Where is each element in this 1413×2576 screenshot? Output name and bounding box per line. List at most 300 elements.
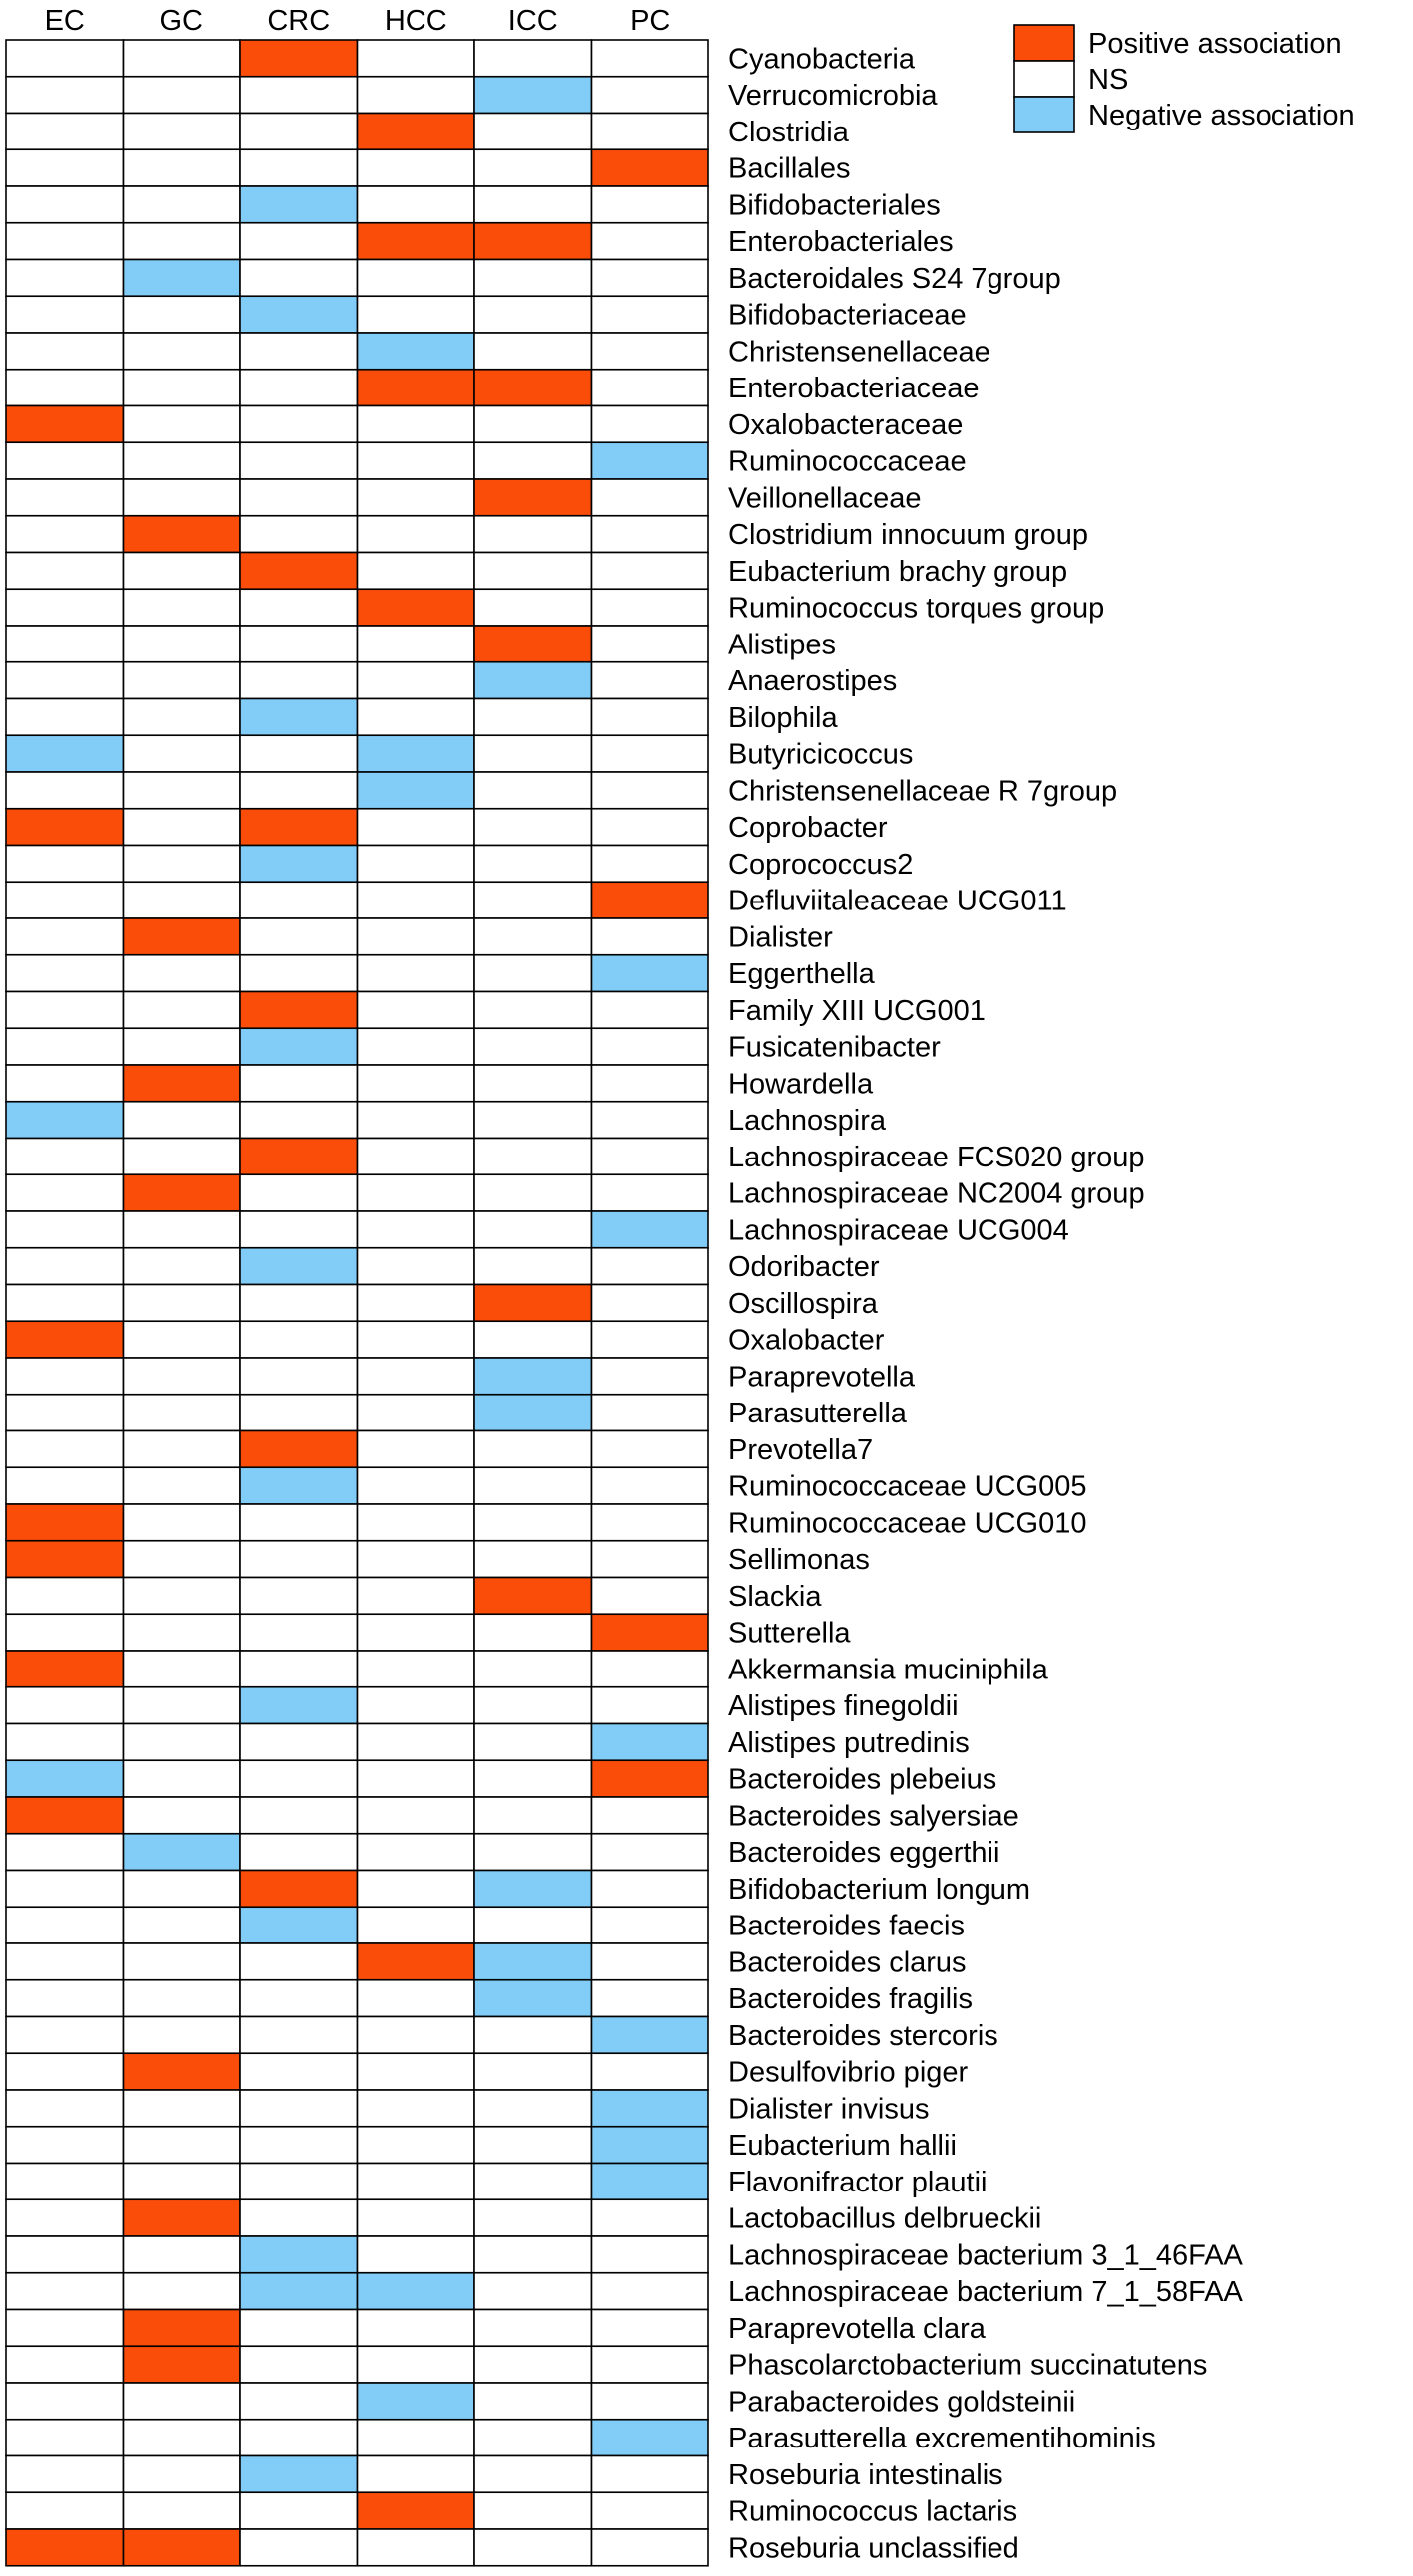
heatmap-cell <box>240 1614 358 1651</box>
heatmap-cell <box>124 1174 241 1211</box>
heatmap-cell <box>124 1139 241 1175</box>
row-label: Oxalobacteraceae <box>728 408 964 441</box>
heatmap-cell <box>6 1651 124 1687</box>
heatmap-cell <box>6 882 124 918</box>
heatmap-cell <box>358 553 475 590</box>
heatmap-cell <box>124 1248 241 1285</box>
heatmap-cell <box>592 2053 709 2090</box>
heatmap-cell <box>124 1760 241 1797</box>
row-label: Cyanobacteria <box>728 43 915 76</box>
heatmap-cell <box>358 918 475 955</box>
heatmap-cell <box>6 2420 124 2456</box>
row-label: Bacteroidales S24 7group <box>728 262 1061 295</box>
row-label: Paraprevotella clara <box>728 2312 986 2345</box>
heatmap-cell <box>474 2053 592 2090</box>
heatmap-cell <box>358 2236 475 2273</box>
row-label: Coprococcus2 <box>728 848 914 881</box>
heatmap-cell <box>592 846 709 883</box>
heatmap-cell <box>240 1943 358 1980</box>
heatmap-cell <box>6 1102 124 1139</box>
heatmap-cell <box>6 186 124 223</box>
heatmap-cell <box>124 2090 241 2127</box>
heatmap-cell <box>474 2310 592 2347</box>
heatmap-cell <box>124 2053 241 2090</box>
heatmap-cell <box>240 1028 358 1065</box>
heatmap-cell <box>240 662 358 699</box>
heatmap-cell <box>592 1797 709 1834</box>
heatmap-cell <box>6 735 124 772</box>
row-label: Enterobacteriales <box>728 226 954 259</box>
heatmap-cell <box>474 1395 592 1431</box>
heatmap-cell <box>240 2236 358 2273</box>
heatmap-cell <box>124 1614 241 1651</box>
row-label: Lachnospiraceae UCG004 <box>728 1214 1069 1247</box>
heatmap-cell <box>240 2346 358 2383</box>
heatmap-cell <box>124 918 241 955</box>
heatmap-cell <box>358 2164 475 2200</box>
heatmap-cell <box>124 626 241 662</box>
row-label: Parasutterella <box>728 1398 907 1430</box>
heatmap-cell <box>6 114 124 150</box>
row-label: Bilophila <box>728 701 838 734</box>
heatmap-cell <box>240 2127 358 2164</box>
heatmap-cell <box>592 223 709 260</box>
heatmap-cell <box>240 370 358 406</box>
row-labels <box>728 43 1244 2564</box>
heatmap-cell <box>474 1028 592 1065</box>
heatmap-cell <box>474 1358 592 1395</box>
heatmap-cell <box>240 1467 358 1504</box>
heatmap-cell <box>358 1834 475 1871</box>
heatmap-cell <box>592 772 709 809</box>
heatmap-cell <box>240 553 358 590</box>
heatmap-cell <box>240 333 358 370</box>
heatmap-cell <box>474 406 592 443</box>
heatmap-cell <box>6 223 124 260</box>
heatmap-cell <box>240 772 358 809</box>
heatmap-cell <box>592 2420 709 2456</box>
heatmap-cell <box>124 2199 241 2236</box>
heatmap-cell <box>6 772 124 809</box>
row-label: Bacteroides salyersiae <box>728 1800 1019 1833</box>
heatmap-cell <box>358 1504 475 1541</box>
heatmap-cell <box>6 333 124 370</box>
heatmap-cell <box>592 1907 709 1943</box>
heatmap-cell <box>240 699 358 736</box>
heatmap-cell <box>240 2199 358 2236</box>
heatmap-cell <box>592 809 709 846</box>
heatmap-cell <box>358 1578 475 1615</box>
heatmap-cell <box>592 114 709 150</box>
heatmap-cell <box>474 2492 592 2529</box>
heatmap-cell <box>592 1614 709 1651</box>
heatmap-cell <box>240 1102 358 1139</box>
heatmap-cell <box>592 2090 709 2127</box>
heatmap-cell <box>358 1028 475 1065</box>
column-header-gc: GC <box>159 5 203 37</box>
heatmap-cell <box>240 1321 358 1358</box>
heatmap-cell <box>124 2456 241 2493</box>
heatmap-cell <box>240 1834 358 1871</box>
row-label: Eubacterium hallii <box>728 2130 957 2163</box>
heatmap-cell <box>358 516 475 553</box>
heatmap-cell <box>124 2420 241 2456</box>
heatmap-cell <box>358 662 475 699</box>
row-label: Christensenellaceae R 7group <box>728 775 1118 808</box>
heatmap-cell <box>358 1321 475 1358</box>
heatmap-cell <box>592 1248 709 1285</box>
heatmap-cell <box>474 1065 592 1102</box>
heatmap-cell <box>474 1541 592 1578</box>
heatmap-cell <box>592 589 709 626</box>
heatmap-cell <box>358 1541 475 1578</box>
row-label: Bacteroides eggerthii <box>728 1837 1000 1870</box>
heatmap-cell <box>124 553 241 590</box>
heatmap-cell <box>358 2199 475 2236</box>
row-label: Butyricicoccus <box>728 738 914 771</box>
heatmap-cell <box>358 882 475 918</box>
heatmap-cell <box>358 370 475 406</box>
heatmap-cell <box>358 809 475 846</box>
heatmap-cell <box>358 479 475 516</box>
row-label: Coprobacter <box>728 812 888 845</box>
heatmap-cell <box>240 2017 358 2054</box>
heatmap-cell <box>592 479 709 516</box>
heatmap-cell <box>6 1139 124 1175</box>
heatmap-cell <box>240 955 358 992</box>
heatmap-cell <box>358 992 475 1029</box>
heatmap-cell <box>592 2346 709 2383</box>
legend-label: Negative association <box>1088 100 1355 131</box>
heatmap-cell <box>358 2492 475 2529</box>
heatmap-cell <box>474 1614 592 1651</box>
heatmap-cell <box>358 699 475 736</box>
heatmap-cell <box>124 846 241 883</box>
heatmap-cell <box>6 1797 124 1834</box>
row-label: Clostridia <box>728 116 849 148</box>
row-label: Christensenellaceae <box>728 336 990 369</box>
heatmap-cell <box>358 735 475 772</box>
heatmap-cell <box>124 2310 241 2347</box>
heatmap-cell <box>592 662 709 699</box>
heatmap-cell <box>124 260 241 297</box>
row-label: Bifidobacteriaceae <box>728 299 967 332</box>
heatmap-cell <box>240 296 358 333</box>
row-label: Ruminococcus torques group <box>728 592 1105 625</box>
heatmap-cell <box>358 1248 475 1285</box>
heatmap-cell <box>240 2529 358 2566</box>
heatmap-cell <box>592 1065 709 1102</box>
heatmap-cell <box>592 1980 709 2017</box>
heatmap-cell <box>124 442 241 479</box>
heatmap-cell <box>240 1211 358 1248</box>
heatmap-cell <box>124 1980 241 2017</box>
heatmap-cell <box>592 1504 709 1541</box>
heatmap-cell <box>592 882 709 918</box>
heatmap-cell <box>358 1431 475 1468</box>
heatmap-cell <box>358 1102 475 1139</box>
heatmap-cell <box>474 1431 592 1468</box>
row-label: Sellimonas <box>728 1544 870 1577</box>
heatmap-cell <box>592 1687 709 1724</box>
heatmap-cell <box>474 662 592 699</box>
heatmap-cell <box>474 1174 592 1211</box>
heatmap-cell <box>240 77 358 114</box>
heatmap-cell <box>6 1871 124 1908</box>
heatmap-cell <box>124 699 241 736</box>
row-label: Alistipes putredinis <box>728 1726 970 1759</box>
heatmap-cell <box>474 333 592 370</box>
heatmap-cell <box>124 1834 241 1871</box>
heatmap-cell <box>6 1504 124 1541</box>
heatmap-cell <box>358 2053 475 2090</box>
heatmap-cell <box>474 2199 592 2236</box>
heatmap-cell <box>592 2199 709 2236</box>
heatmap-cell <box>592 1578 709 1615</box>
heatmap-cell <box>592 1028 709 1065</box>
heatmap-cell <box>474 479 592 516</box>
heatmap-cell <box>474 1578 592 1615</box>
heatmap-cell <box>474 40 592 77</box>
row-label: Veillonellaceae <box>728 482 922 515</box>
heatmap-cell <box>592 516 709 553</box>
heatmap-cell <box>6 1834 124 1871</box>
heatmap-cell <box>6 2236 124 2273</box>
column-header-pc: PC <box>630 5 671 37</box>
heatmap-cell <box>592 1431 709 1468</box>
heatmap-cell <box>240 149 358 186</box>
heatmap-cell <box>592 1651 709 1687</box>
heatmap-cell <box>592 260 709 297</box>
heatmap-cell <box>474 626 592 662</box>
heatmap-cell <box>474 2164 592 2200</box>
heatmap-cell <box>592 1834 709 1871</box>
heatmap-cell <box>474 1139 592 1175</box>
row-label: Bifidobacterium longum <box>728 1873 1031 1906</box>
heatmap-cell <box>240 1248 358 1285</box>
row-label: Flavonifractor plautii <box>728 2166 988 2198</box>
heatmap-cell <box>358 846 475 883</box>
heatmap-cell <box>358 2090 475 2127</box>
heatmap-cell <box>592 1541 709 1578</box>
heatmap-cell <box>240 1907 358 1943</box>
row-label: Sutterella <box>728 1617 851 1650</box>
heatmap-cell <box>240 882 358 918</box>
heatmap-cell <box>358 1285 475 1322</box>
heatmap-cell <box>474 260 592 297</box>
heatmap-cell <box>240 1174 358 1211</box>
heatmap-cell <box>124 1102 241 1139</box>
heatmap-cell <box>240 2383 358 2420</box>
heatmap-cell <box>474 186 592 223</box>
heatmap-cell <box>592 406 709 443</box>
heatmap-cell <box>124 1028 241 1065</box>
heatmap-cell <box>474 2529 592 2566</box>
heatmap-cell <box>240 2164 358 2200</box>
heatmap-cell <box>6 1248 124 1285</box>
heatmap-cell <box>240 516 358 553</box>
heatmap-cell <box>6 626 124 662</box>
heatmap-cell <box>124 1541 241 1578</box>
heatmap-cell <box>358 1943 475 1980</box>
heatmap-cell <box>6 260 124 297</box>
heatmap-cell <box>124 2492 241 2529</box>
heatmap-cell <box>474 1651 592 1687</box>
heatmap-cell <box>358 114 475 150</box>
heatmap-cell <box>474 1797 592 1834</box>
row-label: Enterobacteriaceae <box>728 373 980 405</box>
heatmap-cell <box>358 1065 475 1102</box>
column-header-hcc: HCC <box>384 5 447 37</box>
row-label: Odoribacter <box>728 1251 880 1284</box>
heatmap-cell <box>474 992 592 1029</box>
heatmap-cell <box>240 1980 358 2017</box>
heatmap-cell <box>124 662 241 699</box>
heatmap-cell <box>124 1724 241 1761</box>
heatmap-cell <box>592 1395 709 1431</box>
heatmap-cell <box>240 1578 358 1615</box>
row-label: Ruminococcaceae <box>728 445 967 478</box>
heatmap-cell <box>240 2420 358 2456</box>
heatmap-cell <box>6 1174 124 1211</box>
heatmap-cell <box>6 918 124 955</box>
heatmap-cell <box>124 1504 241 1541</box>
heatmap-cell <box>358 1651 475 1687</box>
heatmap-cell <box>358 1467 475 1504</box>
heatmap-cell <box>474 1467 592 1504</box>
heatmap-cell <box>592 1285 709 1322</box>
heatmap-cell <box>592 918 709 955</box>
legend-label: Positive association <box>1088 28 1342 60</box>
heatmap-cell <box>474 442 592 479</box>
heatmap-cell <box>6 2310 124 2347</box>
heatmap-cell <box>124 1907 241 1943</box>
heatmap-cell <box>358 589 475 626</box>
legend-label: NS <box>1088 64 1129 96</box>
row-label: Ruminococcus lactaris <box>728 2495 1018 2528</box>
heatmap-cell <box>124 2127 241 2164</box>
heatmap-cell <box>6 2456 124 2493</box>
heatmap-cell <box>6 370 124 406</box>
heatmap-cell <box>124 1467 241 1504</box>
heatmap-cell <box>358 333 475 370</box>
heatmap-cell <box>358 626 475 662</box>
heatmap-cell <box>358 2529 475 2566</box>
heatmap-cell <box>592 1760 709 1797</box>
heatmap-cell <box>6 442 124 479</box>
heatmap-cell <box>592 1358 709 1395</box>
heatmap-cell <box>474 370 592 406</box>
heatmap-cell <box>6 1321 124 1358</box>
heatmap-cell <box>240 1541 358 1578</box>
legend-swatch <box>1014 25 1074 61</box>
heatmap-cell <box>474 809 592 846</box>
heatmap-cell <box>240 186 358 223</box>
heatmap-cell <box>240 1871 358 1908</box>
heatmap-cell <box>592 296 709 333</box>
column-header-crc: CRC <box>267 5 331 37</box>
heatmap-cell <box>240 2492 358 2529</box>
heatmap-cell <box>474 1285 592 1322</box>
heatmap-cell <box>6 2383 124 2420</box>
heatmap-cell <box>474 1760 592 1797</box>
row-label: Oxalobacter <box>728 1324 885 1357</box>
heatmap-cell <box>240 809 358 846</box>
heatmap-cell <box>474 296 592 333</box>
heatmap-cell <box>6 2053 124 2090</box>
row-label: Bifidobacteriales <box>728 189 941 222</box>
heatmap-cell <box>474 149 592 186</box>
column-header-ec: EC <box>44 5 85 37</box>
heatmap-cell <box>474 1211 592 1248</box>
heatmap-cell <box>240 260 358 297</box>
heatmap-cell <box>124 2164 241 2200</box>
heatmap-cell <box>474 516 592 553</box>
heatmap-cell <box>358 1139 475 1175</box>
row-label: Bacteroides stercoris <box>728 2019 998 2052</box>
heatmap-cell <box>358 1174 475 1211</box>
heatmap-cell <box>124 370 241 406</box>
heatmap-cell <box>124 2529 241 2566</box>
heatmap-cell <box>592 1102 709 1139</box>
heatmap-cell <box>592 553 709 590</box>
heatmap-cell <box>474 2346 592 2383</box>
row-label: Dialister <box>728 921 833 954</box>
row-label: Bacillales <box>728 152 851 185</box>
heatmap-cell <box>6 1467 124 1504</box>
heatmap-cell <box>6 2127 124 2164</box>
heatmap-cell <box>358 1907 475 1943</box>
heatmap-cell <box>6 1211 124 1248</box>
heatmap-cell <box>240 992 358 1029</box>
row-label: Phascolarctobacterium succinatutens <box>728 2349 1208 2382</box>
heatmap-cell <box>240 1065 358 1102</box>
heatmap-cell <box>358 186 475 223</box>
heatmap-cell <box>124 809 241 846</box>
heatmap-cell <box>474 2236 592 2273</box>
heatmap-cell <box>358 406 475 443</box>
heatmap-cell <box>6 1065 124 1102</box>
heatmap-cell <box>592 1724 709 1761</box>
heatmap-cell <box>358 2456 475 2493</box>
heatmap-cell <box>592 186 709 223</box>
heatmap-cell <box>592 2273 709 2310</box>
heatmap-cell <box>240 40 358 77</box>
heatmap-cell <box>124 955 241 992</box>
heatmap-cell <box>240 114 358 150</box>
row-label: Bacteroides clarus <box>728 1946 967 1979</box>
row-label: Fusicatenibacter <box>728 1031 941 1064</box>
heatmap-cell <box>124 1211 241 1248</box>
heatmap-cell <box>592 1321 709 1358</box>
heatmap-cell <box>124 882 241 918</box>
heatmap-cell <box>6 699 124 736</box>
heatmap-cell <box>240 1358 358 1395</box>
heatmap-cell <box>6 406 124 443</box>
row-label: Anaerostipes <box>728 665 898 698</box>
heatmap-cell <box>592 2529 709 2566</box>
heatmap-cell <box>6 2346 124 2383</box>
heatmap-cell <box>240 1797 358 1834</box>
heatmap-cell <box>358 1358 475 1395</box>
heatmap-cell <box>592 77 709 114</box>
heatmap-cell <box>592 2383 709 2420</box>
heatmap-cell <box>124 1687 241 1724</box>
heatmap-cell <box>240 2090 358 2127</box>
heatmap-cell <box>592 149 709 186</box>
heatmap-cell <box>124 1943 241 1980</box>
heatmap-cell <box>358 1980 475 2017</box>
